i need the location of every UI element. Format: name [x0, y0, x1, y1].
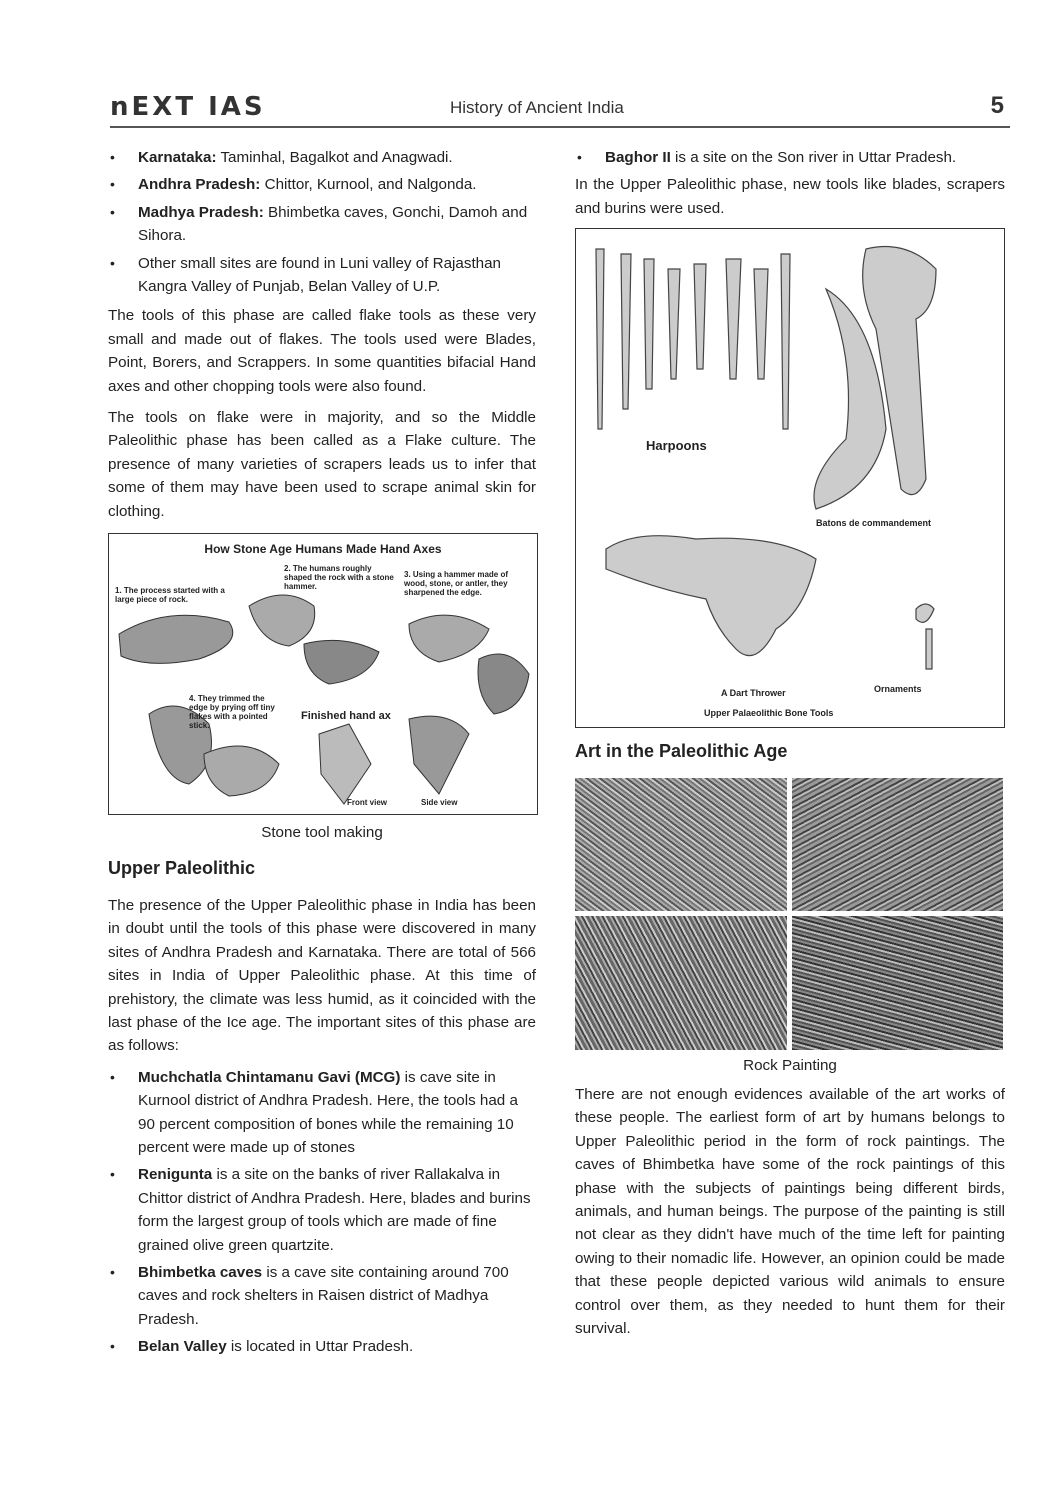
list-item: • Muchchatla Chintamanu Gavi (MCG) is cave site in Kurnool district of Andhra Pradesh. Here, the tools had a 90 percent composition of bones while the remaining 10 percent were made up of stones — [108, 1066, 536, 1160]
batons-label: Batons de commandement — [816, 518, 932, 529]
section-heading-upper-paleolithic: Upper Paleolithic — [108, 857, 256, 878]
rock-painting-caption: Rock Painting — [743, 1056, 837, 1074]
paragraph-flake-culture: The tools on flake were in majority, and so the Middle Paleolithic phase has been called as a Flake culture. The presence of many varieties of scrapers leads us to infer that some of them may have been used to scrape animal skin for clothing. — [108, 409, 536, 520]
baghor-list — [575, 146, 1005, 169]
step-3-label: 3. Using a hammer made of wood, stone, or antler, they sharpened the edge. — [404, 570, 509, 598]
side-view-label: Side view — [421, 798, 458, 808]
upper-paleolithic-sites-list — [108, 1066, 536, 1359]
finished-hand-ax-label: Finished hand ax — [301, 710, 391, 723]
rock-painting-panel — [575, 778, 787, 912]
figure-caption: Stone tool making — [261, 824, 383, 842]
figure-title: How Stone Age Humans Made Hand Axes — [204, 542, 442, 557]
list-item: • Bhimbetka caves is a cave site containing around 700 caves and rock shelters in Raisen district of Madhya Pradesh. — [108, 1261, 536, 1331]
harpoons-label: Harpoons — [646, 438, 707, 454]
front-view-label: Front view — [347, 798, 388, 808]
header-title: History of Ancient India — [450, 98, 624, 117]
list-item: • Andhra Pradesh: Chittor, Kurnool, and Nalgonda. — [108, 173, 536, 196]
paragraph-upper-paleolithic: The presence of the Upper Paleolithic phase in India has been in doubt until the tools of this phase were discovered in many sites of Andhra Pradesh and Karnataka. There are total of 566 sites in India of Upper Paleolithic phase. At this time of prehistory, the climate was less humid, as it coincided with the last phase of the Ice age. The important sites of this phase are as follows: — [108, 896, 536, 1055]
right-column — [575, 146, 1005, 1349]
rock-painting-panel — [575, 916, 787, 1050]
step-1-label: 1. The process started with a large piece of rock. — [115, 586, 225, 605]
list-item: • Belan Valley is located in Uttar Pradesh. — [108, 1335, 536, 1358]
list-item: • Karnataka: Taminhal, Bagalkot and Anagwadi. — [108, 146, 536, 169]
list-item: • Madhya Pradesh: Bhimbetka caves, Gonchi, Damoh and Sihora. — [108, 201, 536, 248]
list-item: • Other small sites are found in Luni valley of Rajasthan Kangra Valley of Punjab, Belan Valley of U.P. — [108, 252, 536, 299]
section-heading-art: Art in the Paleolithic Age — [575, 741, 788, 762]
ornaments-label: Ornaments — [874, 684, 922, 695]
rock-painting-image — [575, 778, 1003, 1050]
paragraph-upper-tools: In the Upper Paleolithic phase, new tools like blades, scrapers and burins were used. — [575, 176, 1005, 217]
left-column — [108, 146, 536, 1363]
paragraph-art: There are not enough evidences available of the art works of these people. The earliest form of art by humans belongs to Upper Paleolithic period in the form of rock paintings. The caves of Bhimbetka have some of the rock paintings of this phase with the subjects of paintings being different birds, animals, and human beings. The purpose of the painting is still not clear as they didn't have much of the time left for painting owing to their nomadic life. However, an opinion could be made that these people depicted various wild animals to ensure control over them, as they needed to hunt them for their survival. — [575, 1086, 1005, 1338]
paragraph-flake-tools: The tools of this phase are called flake tools as these very small and made out of flakes. The tools used were Blades, Point, Borers, and Scrappers. In some quantities bifacial Hand axes and other chopping tools were also found. — [108, 307, 536, 395]
page-number: 5 — [990, 92, 1004, 119]
page-header — [110, 92, 1010, 128]
bone-tools-caption: Upper Palaeolithic Bone Tools — [704, 708, 834, 719]
dart-thrower-label: A Dart Thrower — [721, 688, 786, 699]
list-item: • Baghor II is a site on the Son river in Uttar Pradesh. — [575, 146, 1005, 169]
bone-tools-illustration — [576, 229, 1004, 727]
step-2-label: 2. The humans roughly shaped the rock with a stone hammer. — [284, 564, 394, 592]
list-item: • Renigunta is a site on the banks of river Rallakalva in Chittor district of Andhra Pradesh. Here, blades and burins form the largest group of tools which are made of fine grained olive green quartzite. — [108, 1163, 536, 1257]
hand-axe-figure — [108, 533, 538, 815]
rock-painting-panel — [792, 778, 1004, 912]
bone-tools-figure — [575, 228, 1005, 728]
step-4-label: 4. They trimmed the edge by prying off tiny flakes with a pointed stick. — [189, 694, 275, 731]
rock-painting-panel — [792, 916, 1004, 1050]
brand-logo: nEXT IAS — [110, 92, 266, 122]
middle-paleolithic-sites-list — [108, 146, 536, 298]
